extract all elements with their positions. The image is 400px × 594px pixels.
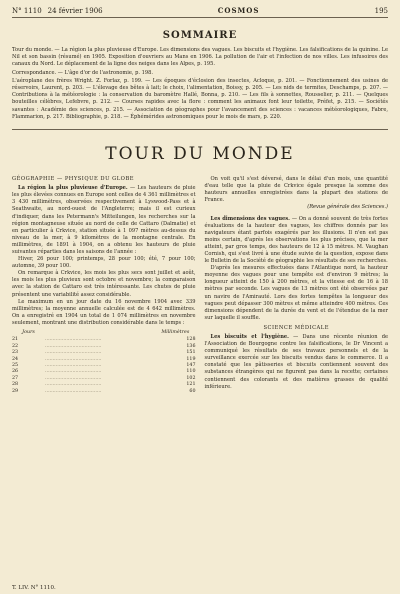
- article-paragraph: [205, 216, 389, 266]
- table-cell-day: 21: [12, 337, 19, 343]
- table-cell-day: 24: [12, 356, 19, 362]
- table-header: Jours: [22, 330, 35, 335]
- table-leader-dots: .....................................: [45, 337, 102, 343]
- table-leader-dots: .....................................: [45, 356, 102, 362]
- table-leader-dots: .....................................: [45, 388, 102, 394]
- table-header-row: [12, 329, 196, 337]
- table-cell-mm: 102: [186, 375, 196, 381]
- issue-date: 24 février 1906: [47, 7, 103, 15]
- right-column: [205, 176, 389, 395]
- sommaire-paragraph: Tour du monde. — La région la plus pluvieuse d'Europe. Les dimensions des vagues. Les biscuits et l'hygiène. Les falsifications de la quinine. Le Nil et son bassin (résumé) en 1905. Exposition d'ouvriers au Mans en 1906. La pollution de l'air et l'infection de nos villes. Les infusoires des canaux du Nord. Le déplacement de la ligne des neiges dans les Alpes, p. 195.: [12, 47, 388, 68]
- rainfall-table: [12, 329, 196, 395]
- section-title: TOUR DU MONDE: [105, 144, 295, 165]
- article-headline: Les biscuits et l'hygiène.: [210, 334, 289, 340]
- page-number: 195: [374, 7, 388, 15]
- table-cell-day: 26: [12, 369, 19, 375]
- article-paragraph: [12, 185, 196, 256]
- table-cell-day: 25: [12, 363, 19, 369]
- table-cell-mm: 136: [186, 343, 196, 349]
- running-header: [12, 6, 388, 18]
- table-leader-dots: .....................................: [45, 375, 102, 381]
- sommaire-paragraph: L'aéroplane des frères Wright. Z. Forlaz, p. 199. — Les époques d'éclosion des insectes, Acloque, p. 201. — Fonctionnement des usines de réservoirs, Laurent, p. 203. — L'élevage des bêtes à lait; le choix, l'alimentation, Boissy, p. 205. — Les nids de termites, Deschamps, p. 207. — Contributions à la météorologie : la conservation du baromètre Hallé, Bonna, p. 210. — Les fils à sonnettes, Rousselier, p. 211. — Quelques bouteilles célèbres, Lefebvre, p. 212. — Courses rapides avec la flore : comment les animaux font leur toilette, Préfet, p. 215. — Sociétés savantes : Académie des sciences, p. 215. — Association de géographes pour l'avancement des sciences : vacances météorologiques, Fabre, Flammarion, p. 217. Bibliographie, p. 218. — Éphémérides astronomiques pour le mois de mars, p. 220.: [12, 77, 388, 120]
- article-paragraph: [205, 334, 389, 391]
- article-headline: Les dimensions des vagues.: [210, 215, 290, 222]
- table-cell-mm: 151: [186, 350, 196, 356]
- table-cell-day: 27: [12, 375, 19, 381]
- sommaire-paragraph: Correspondance. — L'âge d'or de l'astronomie, p. 198.: [12, 69, 153, 76]
- article-text: — Les hauteurs de pluie les plus élevées connues en Europe sont celles de 4 361 millimètres et 3 430 millimètres, observées respectivement à Lyswood-Pass et à Seathwaite, au nord-ouest de l'Angleterre; mais il est curieux d'indiquer, dans les Petermann's Mitteilungen, les recherches sur la région montagneuse située au nord de celle de Cattaro (Dalmatie) et en particulier à Crkvice, station située à 1 097 mètres au-dessus du niveau de la mer, à 9 kilomètres de la montagne centrale. En millimètres, de 1891 à 1904, on a obtenu les hauteurs de pluie suivantes réparties dans les saisons de l'année :: [12, 185, 196, 255]
- article-paragraph: On remarque à Crkvice, les mois les plus secs sont juillet et août, les mois les plus pluvieux sont octobre et novembre; la comparaison avec la station de Cattaro est très intéressante. Les chutes de pluie présentent une variabilité assez considérable.: [12, 270, 196, 298]
- rainfall-table-body: [12, 337, 196, 395]
- article-paragraph: Le maximum en un jour date du 16 novembre 1904 avec 339 millimètres; la moyenne annuelle calculée est de 4 642 millimètres. On a enregistré en 1904 un total de 1 074 millimètres en novembre seulement, montrant une distribution considérable dans le temps :: [12, 298, 196, 326]
- left-column: [12, 176, 196, 395]
- article-paragraph: D'après les mesures effectuées dans l'Atlantique nord, la hauteur moyenne des vagues pour une tempête est d'environ 9 mètres; la longueur atteint de 150 à 200 mètres, et la vitesse est de 16 à 18 mètres par seconde. Les vagues de 13 mètres ont été observées par un navire de l'Amirauté. Lors des fortes tempêtes la longueur des vagues peut dépasser 300 mètres et même atteindre 400 mètres. Ces dimensions dépendent de la durée du vent et de l'étendue de la mer sur laquelle il souffle.: [204, 265, 388, 321]
- page-footer: T. LIV. N° 1110.: [12, 585, 56, 591]
- table-leader-dots: .....................................: [45, 363, 102, 369]
- table-cell-day: 22: [12, 343, 19, 349]
- section-heading: GÉOGRAPHIE — PHYSIQUE DU GLOBE: [12, 176, 135, 183]
- table-header: Millimètres: [161, 330, 190, 335]
- table-row: [12, 389, 196, 395]
- source-signature: (Revue générale des Sciences.): [307, 204, 388, 211]
- table-leader-dots: .....................................: [45, 343, 102, 349]
- table-cell-mm: 119: [186, 356, 196, 362]
- table-header: [45, 329, 155, 337]
- sommaire-title: SOMMAIRE: [162, 30, 238, 41]
- article-text: — On a donné souvent de très fortes évaluations de la hauteur des vagues, les chiffres donnés par les navigateurs étant parfois exagérés par les illusions. Il n'en est pas moins certain, d'après les observations les plus précises, que la mer atteint, par gros temps, des hauteurs de 12 à 15 mètres. M. Vaughan Cornish, qui s'est livré à une étude suivie de la question, expose dans le Bulletin de la Société de géographie les résultats de ses recherches.: [204, 215, 388, 265]
- table-cell-mm: 128: [186, 337, 196, 343]
- two-column-body: [12, 176, 388, 395]
- table-cell-day: 23: [12, 350, 19, 356]
- table-leader-dots: .....................................: [45, 382, 102, 388]
- article-paragraph: On voit qu'il s'est déversé, dans le délai d'un mois, une quantité d'eau telle que la pluie de Crkvice égale presque la somme des hauteurs annuelles enregistrées dans la plupart des stations de France.: [204, 176, 388, 204]
- article-text: — Dans une récente réunion de l'Association de Bourgogne contre les falsifications, le Dr Vincent a communiqué les résultats de ses travaux personnels et de la surveillance exercée sur les biscuits vendus dans le commerce. Il a constaté que les pâtisseries et biscuits contiennent souvent des substances étrangères qui ne figurent pas dans la recette; certaines contiennent des colorants et des matières grasses de qualité inférieure.: [204, 334, 388, 390]
- sommaire-body: [12, 47, 388, 121]
- table-leader-dots: .....................................: [45, 369, 102, 375]
- table-cell-mm: 60: [189, 388, 196, 394]
- divider: [12, 129, 388, 130]
- journal-name: COSMOS: [217, 6, 260, 15]
- article-paragraph: Hiver, 26 pour 100; printemps, 28 pour 100; été, 7 pour 100; automne, 39 pour 100.: [12, 256, 196, 270]
- issue-number: N° 1110: [12, 7, 42, 15]
- table-leader-dots: .....................................: [45, 350, 102, 356]
- table-cell-day: 28: [12, 382, 19, 388]
- table-cell-mm: 147: [186, 363, 196, 369]
- table-cell-day: 29: [12, 388, 19, 394]
- table-cell-mm: 121: [186, 382, 196, 388]
- section-heading: SCIENCE MÉDICALE: [263, 324, 330, 331]
- table-cell-mm: 110: [186, 369, 196, 375]
- article-headline: La région la plus pluvieuse d'Europe.: [18, 185, 128, 192]
